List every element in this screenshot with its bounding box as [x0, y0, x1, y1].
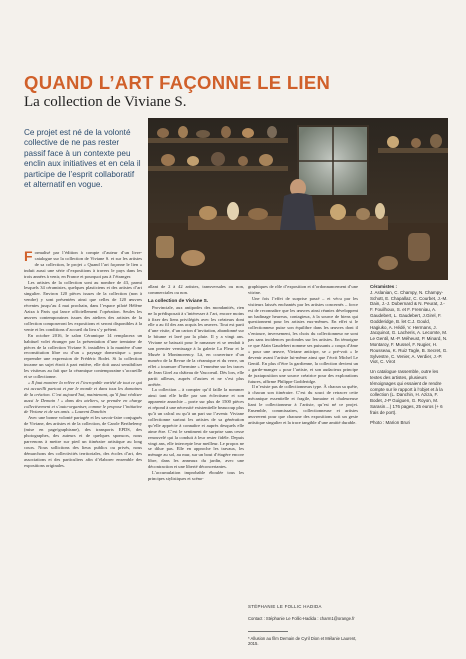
- col2-subheading: La collection de Viviane S.: [148, 298, 209, 304]
- intro-paragraph: Ce projet est né de la volonté collective de ne pas rester passif face à un contexte peu enclin aux initiatives et en cela il participe de l’esprit collaboratif et alternatif en vogue.: [24, 128, 141, 190]
- article-column-1: [24, 250, 142, 469]
- col3-paragraph-3: Il n’existe pas de collectionneurs type. À chacun sa quête, à chacun son itinéraire. C’est du souci de retracer cette mécanique essentielle et fragile, humaine et chaleureuse liant le collectionneur à l’artiste, qu’est né ce projet. Ensemble, commissaires, collectionneuse et artistes œuvrerent pour que chacune des expositions soit un geste artistique singulier et la trace tangible d’une amitié durable.: [248, 384, 358, 425]
- col1-paragraph-1: ormalisé par l’édition à compte d’auteur d’un livre-catalogue sur la collection de Viviane S. et sur les artistes de sa collection, le projet « Quand l’art façonne le lien » induit aussi une série d’expositions à travers le pays dans les trois années à venir, en France et pourquoi pas à l’étranger.: [24, 250, 142, 279]
- col1-paragraph-4: Avec une bonne volonté partagée et les savoir-faire conjugués de Viviane, des artistes et de la collection, de Carole Berthelemy (mise en page/graphisme), des transports EPDS, des photographes, des auteurs et de quelques sponsors, nous parvenons à mettre sur pied un itinéraire artistique au long cours. Nous sollicitons des lieux publics ou privés, nous démarchons des collectivités territoriales, des écoles d’art, des associations et des particuliers afin d’élaborer ensemble des expositions originales.: [24, 415, 142, 468]
- col2-paragraph-4: L’accumulation improbable éboulée tous les principes stylistiques et scéno-: [148, 470, 244, 481]
- footnote: * Allusion au film Demain de Cyril Dion et Mélanie Laurent, 2015.: [248, 636, 357, 647]
- sidebar-catalogue: Un catalogue rassemble, outre les textes des artistes, plusieurs témoignages qui essaient de rendre compte sur le rapport à l’objet et à la collection (L. Danchin, H. Aziza, F. Bodet, J-P Guiguen, G. Royon, M. Sarasin…) 176 pages, 25 euros (+ 6 frais de port).: [370, 369, 443, 415]
- col2-paragraph-3: La collection – à compter qu’il faille la nommer ainsi tant elle brille par son éclectisme et son apparente anarchie – porte sur plus de 1500 pièces et répond à une nécessité existentielle beaucoup plus qu’à un calcul ou qu’à un pari sur l’avenir. Viviane collectionne surtout les artistes de sa génération qu’elle apprécie à connaître et auprès desquels elle aime être. C’est le sentiment de surprise sans cesse renouvelé qui la conduit à leur rester fidèle. Depuis vingt ans, elle intercepte leur meilleur. Le propos ne se dilue pas. Elle en approche les travaux, les ménage au sol, au mur, sur un bout d’étagère encore libre, dans les anneaux du jardin, avec une décontraction et une liberté déconcertantes.: [148, 387, 244, 470]
- sidebar-names: J. Aslanian, C. Champy, N. Champy-Schott, E. Chapallaz, C. Courbet, J.-M. Dain, J.-J. Dubernard & N. Peurat, J.-F. Fouilhoux, S. et F. Frenniau, A. Gaudebert, L. Gaudebert, J.Girel, F. Godderidge, B. let C.J. Gould, Hagiuko, A. Hédé, V. Hermans, J. Jacquinot, G. Lacheris, A. Lecomte, M. Le Gentil, M.-P. Méheust, P. Minard, N. Montaroy, F. Mussel, F. Nugier, H. Rousseau, K. Ruiz Tagle, B. Secret, G. Sylvestre, C. Venier, A. Verdier, J.-P. Viot, C. Virot: [370, 289, 448, 365]
- col1-paragraph-3: En octobre 2016, le salon Céramique 14 remplacera un habituel volet étranger par la présentation d’une trentaine de pièces de la collection Viviane S. installées à la manière d’une reconstitution libre ou d’un « paysage domestique » pour reprendre une expression de Frédéric Bodet. Si la collection incarne un sujet étroit à part entière, elle doit aussi sensibiliser les visiteurs au fait que la céramique contemporaine s’accueille et se collectionne.: [24, 332, 142, 380]
- sidebar-box: [370, 284, 448, 429]
- article-column-3: [248, 284, 358, 426]
- interior-illustration: [148, 118, 448, 280]
- col1-paragraph-2: Les artistes de la collection sont au nombre de 43, parmi lesquels 34 céramistes, quelques plasticiens et des artistes d’art singulier. Environ 120 pièces issues de la collection (non à vendre) y sont présentées ainsi que celles de 120 œuvres récentes jusqu’au 4 mai prochain, dans l’espace piloté Hélène Aziza à Paris qui lance officiellement l’opération. Seules les œuvres contemporaines issues des ateliers des artistes de la collection composeront les expositions et seront disponibles à la vente et les conditions d’accueil du lieu s’y prêtent.: [24, 279, 142, 332]
- col2-paragraph-1: allant de 2 à 42 artistes, transversales ou non, commerciales ou non.: [148, 284, 244, 295]
- col3-paragraph-2: Une fois l’effet de surprise passé – et vécu par les visiteurs laissés enchantés par les artistes concernés – force est de reconnaître que les œuvres ainsi réunies développent un badinage heureux, contagieux, à la source de biens qui questionnent pour les artistes eux-mêmes. En effet si le collectionneur puise son équilibre dans les œuvres dont il s’entoure, inversement, les choix du collectionneur ne sont pas sans incidences profondes sur les artistes. En témoigne ce que Alain Gaudebert nomme ses puissants « coups d’âme » pour une œuvre, Viviane anticipe, se « pré-voit » le devenir avant l’artiste lui-même ainsi que l’écrit Michel Le Gentil. En plus d’être la gardienne, la collection devient un « garde-manger » pour l’artiste, et son audacieux principe de juxtaposition une source créatrice pour des explorations futures, affirme Philippe Godderidge.: [248, 295, 358, 384]
- collection-photo: [148, 118, 448, 280]
- article-column-2: [148, 284, 244, 482]
- author-signature: STÉPHANIE LE FOLLIC HADIDA: [248, 604, 322, 609]
- contact-line: Contact : Stéphanie Le Follic-Hadida : charm1@orange.fr: [248, 616, 355, 621]
- headline: QUAND L’ART FAÇONNE LE LIEN: [24, 72, 331, 93]
- footnote-rule: [248, 631, 288, 632]
- col2-paragraph-2: Provinciale, aux antipodes des mondanités, rien ne la prédisposait à s’intéresser à l’art, encore moins à fixer des liens privilégiés avec les créateurs dont elle a au fil des ans acquis les œuvres. Tout est parti d’une visite, d’un carton d’invitation, abandonné sur le bitume et lavé par la pluie. Il y a vingt ans. Viviane se baissait pour le ramasser et se rendait à son premier vernissage à la galerie La Fleur et le Musée à Montmorency. Là, en couverture d’un numéro de la Revue de la céramique et du verre, un effet « tournure d’hermine » l’emmène sur les traces de Jean Girel au château de Vascoeuil. Dès lors, elle partit ailleurs, auprès d’autres et ne s’est plus arrêtée.: [148, 304, 244, 387]
- col3-paragraph-1: graphiques de rôle d’exposition et d’ordonnancement d’une vitrine.: [248, 284, 358, 295]
- photo-credit: Photo : Marion Bruri: [370, 419, 411, 425]
- col1-quote: « Il faut montrer la relève et l’incroyable variété de tout ce qui est accueilli partout et par le monde et dans tous les domaines de la création. C’est aujourd’hui, maintenant, qu’il faut réaliser aussi le Demain ! » dans des ateliers, se prendre en charge collectivement et s’auto-organiser, comme le propose l’initiative de Viviane et de ses amis. » Laurent Danchin: [24, 379, 142, 415]
- sidebar-title: Céramistes :: [370, 284, 398, 289]
- dropcap: F: [24, 248, 33, 264]
- subheadline: La collection de Viviane S.: [24, 94, 187, 110]
